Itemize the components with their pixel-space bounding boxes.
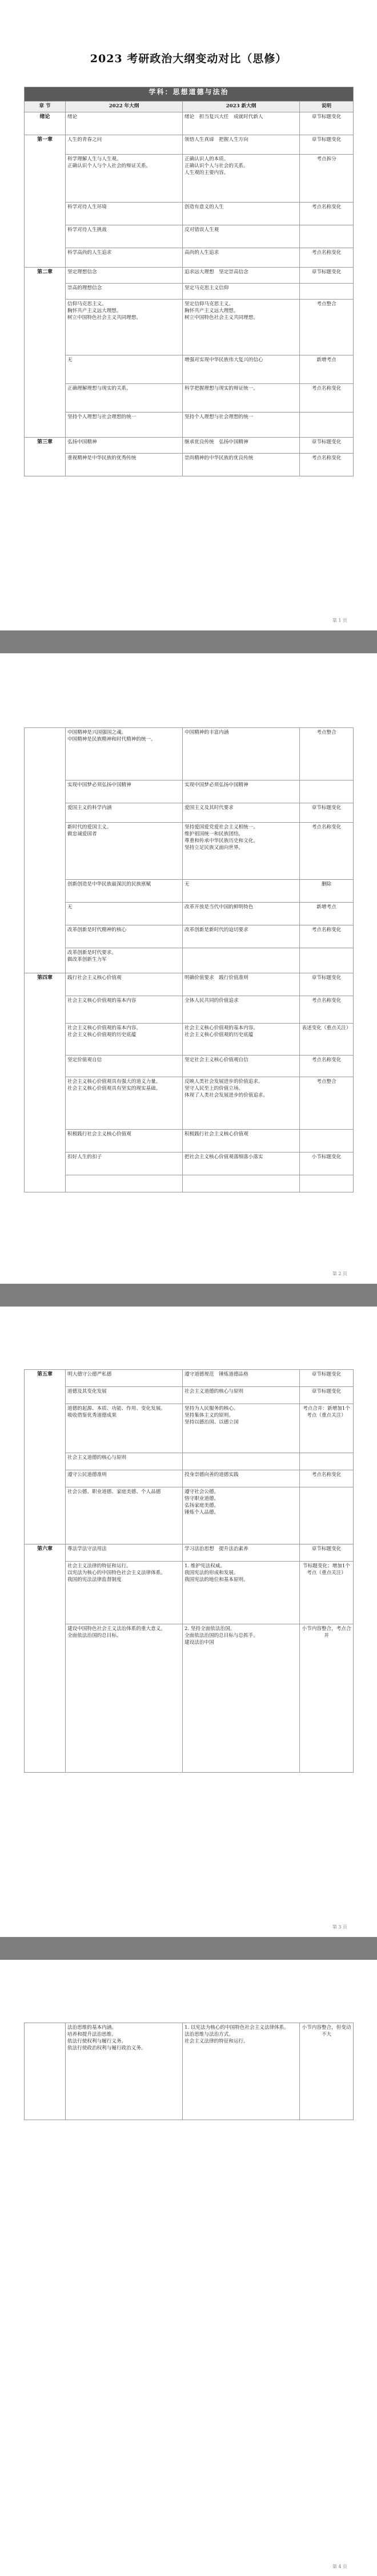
column-header-new: 2023 新大纲	[183, 102, 300, 112]
table-row	[25, 112, 354, 135]
table-row	[25, 996, 354, 1024]
old-cell: 社会公德、职业道德、家庭美德、个人品德	[66, 1487, 183, 1544]
old-cell: 改革创新是时代要求。 做改革创新生力军	[66, 948, 183, 973]
new-cell	[183, 948, 300, 973]
table-row	[25, 454, 354, 476]
old-cell: 信仰马克思主义。 胸怀共产主义远大理想。 树立中国特色社会主义共同理想。	[66, 300, 183, 355]
old-cell: 扣好人生的扣子	[66, 1152, 183, 1175]
note-cell: 考点名称变化	[300, 248, 354, 268]
old-cell: 爱国主义的科学内涵	[66, 803, 183, 823]
note-cell: 表述变化（重点关注）	[300, 1024, 354, 1056]
table-row	[25, 1024, 354, 1056]
note-cell	[300, 284, 354, 300]
document-page-1	[0, 0, 377, 630]
new-cell: 无	[183, 880, 300, 903]
note-cell: 节标题变化；增加1个考点（重点关注）	[300, 1562, 354, 1624]
table-row	[25, 248, 354, 268]
note-cell: 新增考点	[300, 355, 354, 384]
new-cell: 2. 坚持全面依法治国。 全面依法治国的总目标与总抓手。 建设法治中国	[183, 1624, 300, 1773]
new-cell: 爱国主义及其时代要求	[183, 803, 300, 823]
new-cell: 投身崇德向善的道德实践	[183, 1470, 300, 1487]
column-header-chapter: 章 节	[25, 102, 66, 112]
old-cell: 中国精神是兴国强国之魂。 中国精神是民族精神和时代精神的统一。	[66, 728, 183, 781]
table-row	[25, 155, 354, 203]
table-row	[25, 1130, 354, 1152]
note-cell: 考点整合	[300, 728, 354, 781]
note-cell: 考点拆分	[300, 155, 354, 203]
new-cell: 正确认识人的本质。 正确认识个人与社会的关系。 人生观的主要内容。	[183, 155, 300, 203]
note-cell: 章节标题变化	[300, 438, 354, 454]
table-row	[25, 268, 354, 284]
old-cell: 无	[66, 355, 183, 384]
new-cell: 崇尚精神的中华民族的优良传统	[183, 454, 300, 476]
old-cell: 坚定价值观自信	[66, 1056, 183, 1077]
new-cell: 追求远大理想 坚定崇高信念	[183, 268, 300, 284]
new-cell: 积极践行社会主义核心价值观	[183, 1130, 300, 1152]
document-page-3	[0, 1307, 377, 1937]
table-row	[25, 948, 354, 973]
note-cell	[300, 413, 354, 438]
new-cell: 改革开放是当代中国的鲜明特色	[183, 903, 300, 925]
new-cell: 科学把握理想与现实的辩证统一。	[183, 384, 300, 413]
table-row	[25, 1562, 354, 1624]
new-cell: 创造有意义的人生	[183, 203, 300, 225]
column-header-note: 说明	[300, 102, 354, 112]
chapter-cell: 第三章	[25, 438, 66, 476]
old-cell: 崇高的理想信念	[66, 284, 183, 300]
comparison-table	[24, 1369, 354, 1773]
old-cell: 绪论	[66, 112, 183, 135]
old-cell: 新时代的爱国主义。 做忠诚爱国者	[66, 823, 183, 880]
note-cell: 考点名称变化	[300, 203, 354, 225]
old-cell	[66, 1175, 183, 1192]
table-row	[25, 355, 354, 384]
table-row	[25, 135, 354, 155]
old-cell: 社会主义法律的特征和运行。 以宪法为核心的中国特色社会主义法律体系。 我国的宪法法律监督制度	[66, 1562, 183, 1624]
old-cell: 正确理解理想与现实的关系。	[66, 384, 183, 413]
table-row	[25, 781, 354, 803]
new-cell: 继承优良传统 弘扬中国精神	[183, 438, 300, 454]
page-number: 第 3 页	[332, 1924, 347, 1930]
old-cell: 人生的青春之问	[66, 135, 183, 155]
new-cell: 社会主义道德的核心与原则	[183, 1387, 300, 1404]
note-cell: 考点名称变化	[300, 996, 354, 1024]
table-row	[25, 203, 354, 225]
old-cell: 建设中国特色社会主义法治体系的重大意义。 全面依法治国的总目标。	[66, 1624, 183, 1773]
chapter-cell: 第二章	[25, 268, 66, 438]
new-cell: 增强对实现中华民族伟大复兴的信心	[183, 355, 300, 384]
old-cell: 社会主义核心价值观的基本内容。 社会主义核心价值观的历史底蕴	[66, 1024, 183, 1056]
table-row	[25, 300, 354, 355]
note-cell: 考点名称变化	[300, 1056, 354, 1077]
table-row	[25, 903, 354, 925]
new-cell: 坚定信仰马克思主义。 胸怀共产主义远大理想。 树立中国特色社会主义共同理想。	[183, 300, 300, 355]
note-cell: 考点名称变化	[300, 384, 354, 413]
new-cell: 反映人类社会发展进步的价值追求。 坚守人民至上的价值立场。 体现了人类社会发展进步的价值追求。	[183, 1077, 300, 1130]
document-page-2	[0, 653, 377, 1284]
subject-header: 学科：思想道德与法治	[25, 87, 354, 102]
old-cell: 实现中国梦必须弘扬中国精神	[66, 781, 183, 803]
new-cell: 改革创新是新时代的迫切要求	[183, 925, 300, 948]
table-row	[25, 1152, 354, 1175]
document-page-4	[0, 1960, 377, 2576]
old-cell: 科学对待人生挑战	[66, 225, 183, 248]
new-cell: 明确价值要求 践行价值准则	[183, 973, 300, 996]
note-cell: 章节标题变化	[300, 112, 354, 135]
new-cell: 坚持为人民服务的核心。 坚持集体主义的原则。 坚持以德治国、以德立国	[183, 1404, 300, 1453]
new-cell: 遵守道德规范 锤炼道德品格	[183, 1370, 300, 1387]
old-cell: 改革创新是时代精神的核心	[66, 925, 183, 948]
new-cell: 1. 以宪法为核心的中国特色社会主义法律体系。 法治思维与法治方式。 社会主义法律的特征和运行。	[183, 2023, 300, 2120]
new-cell: 社会主义核心价值观的基本内容。 社会主义核心价值观的历史底蕴	[183, 1024, 300, 1056]
chapter-cell	[25, 728, 66, 973]
new-cell: 把社会主义核心价值观落细落小落实	[183, 1152, 300, 1175]
old-cell: 创新创造是中华民族最深沉的民族禀赋	[66, 880, 183, 903]
new-cell: 1. 维护宪法权威。 我国宪法的形成和发展。 我国宪法的地位和基本原则。	[183, 1562, 300, 1624]
table-row	[25, 728, 354, 781]
old-cell: 无	[66, 903, 183, 925]
table-row	[25, 823, 354, 880]
note-cell: 新增考点	[300, 903, 354, 925]
note-cell	[300, 1453, 354, 1470]
table-row	[25, 803, 354, 823]
old-cell: 科学对待人生环境	[66, 203, 183, 225]
old-cell: 科学高尚的人生追求	[66, 248, 183, 268]
page-number: 第 2 页	[332, 1271, 347, 1276]
new-cell: 绪论 担当复兴大任 成就时代新人	[183, 112, 300, 135]
old-cell: 道德及其变化发展	[66, 1387, 183, 1404]
table-row	[25, 1544, 354, 1562]
note-cell: 小节内容整合，但变动不大	[300, 2023, 354, 2120]
note-cell	[300, 781, 354, 803]
table-row	[25, 225, 354, 248]
new-cell: 坚定马克思主义信仰	[183, 284, 300, 300]
old-cell: 重视精神是中华民族的优秀传统	[66, 454, 183, 476]
table-row	[25, 438, 354, 454]
note-cell: 考点整合	[300, 300, 354, 355]
new-cell: 中国精神的丰富内涵	[183, 728, 300, 781]
old-cell: 社会主义核心价值观具有强大的道义力量。 社会主义核心价值观具有坚实的现实基础。	[66, 1077, 183, 1130]
comparison-table	[24, 727, 354, 1192]
note-cell: 考点名称变化	[300, 1470, 354, 1487]
note-cell: 章节标题变化	[300, 803, 354, 823]
table-row	[25, 1624, 354, 1773]
new-cell: 全体人民共同的价值追求	[183, 996, 300, 1024]
chapter-cell: 第六章	[25, 1544, 66, 1773]
note-cell: 章节标题变化	[300, 268, 354, 284]
note-cell: 删除	[300, 880, 354, 903]
old-cell: 尊法学法守法用法	[66, 1544, 183, 1562]
old-cell: 科学理解人生与人生观。 正确认识个人与个人社会的辩证关系。	[66, 155, 183, 203]
note-cell	[300, 1487, 354, 1544]
note-cell: 考点整合	[300, 1077, 354, 1130]
new-cell: 坚持爱国爱党爱社会主义相统一。 维护祖国统一和民族团结。 尊重和传承中华民族历史和文化。 坚持立足民族又面向世界。	[183, 823, 300, 880]
new-cell	[183, 1453, 300, 1470]
old-cell: 坚定理想信念	[66, 268, 183, 284]
old-cell: 积极践行社会主义核心价值观	[66, 1130, 183, 1152]
note-cell: 章节标题变化	[300, 1370, 354, 1387]
column-header-old: 2022 年大纲	[66, 102, 183, 112]
table-row	[25, 925, 354, 948]
table-row	[25, 1453, 354, 1470]
table-row	[25, 1056, 354, 1077]
note-cell	[300, 225, 354, 248]
new-cell: 领悟人生真谛 把握人生方向	[183, 135, 300, 155]
table-row	[25, 1404, 354, 1453]
note-cell: 章节标题变化	[300, 1544, 354, 1562]
old-cell: 社会主义核心价值观的基本内容	[66, 996, 183, 1024]
note-cell: 小节标题变化	[300, 1152, 354, 1175]
table-row	[25, 284, 354, 300]
old-cell: 遵守公民道德准则	[66, 1470, 183, 1487]
new-cell: 反对错误人生观	[183, 225, 300, 248]
new-cell	[183, 1175, 300, 1192]
old-cell: 法治思维的基本内涵。 培养和提升法治思维。 依法行使权利与履行义务。 依法行使政治权利与履行政治义务。	[66, 2023, 183, 2120]
document-title: 2023 考研政治大纲变动对比（思修）	[90, 52, 287, 65]
chapter-cell: 第五章	[25, 1370, 66, 1544]
chapter-cell	[25, 2023, 66, 2120]
new-cell: 实现中国梦必须弘扬中国精神	[183, 781, 300, 803]
comparison-table	[24, 2023, 354, 2120]
table-row	[25, 1487, 354, 1544]
note-cell: 考点名称变化	[300, 823, 354, 880]
page-number: 第 4 页	[332, 2564, 347, 2569]
table-row	[25, 1387, 354, 1404]
note-cell: 考点名称变化	[300, 925, 354, 948]
page-number: 第 1 页	[332, 618, 347, 623]
table-row	[25, 2023, 354, 2120]
chapter-cell: 第一章	[25, 135, 66, 268]
table-row	[25, 413, 354, 438]
table-row	[25, 973, 354, 996]
table-row	[25, 1470, 354, 1487]
old-cell: 明大德守公德严私德	[66, 1370, 183, 1387]
new-cell: 坚定社会主义核心价值观自信	[183, 1056, 300, 1077]
note-cell: 章节标题变化	[300, 973, 354, 996]
old-cell: 践行社会主义核心价值观	[66, 973, 183, 996]
new-cell: 高尚的人生追求	[183, 248, 300, 268]
old-cell: 坚持个人理想与社会理想的统一	[66, 413, 183, 438]
table-row	[25, 880, 354, 903]
comparison-table	[24, 87, 354, 476]
old-cell: 社会主义道德的核心与原则	[66, 1453, 183, 1470]
table-row	[25, 1370, 354, 1387]
note-cell	[300, 1175, 354, 1192]
note-cell	[300, 948, 354, 973]
table-row	[25, 1077, 354, 1130]
chapter-cell: 第四章	[25, 973, 66, 1192]
table-row	[25, 1175, 354, 1192]
chapter-cell: 绪论	[25, 112, 66, 135]
note-cell: 章节标题变化	[300, 1387, 354, 1404]
note-cell	[300, 1130, 354, 1152]
new-cell: 学习法治思想 提升法治素养	[183, 1544, 300, 1562]
old-cell: 弘扬中国精神	[66, 438, 183, 454]
note-cell: 章节标题变化	[300, 135, 354, 155]
note-cell: 考点名称变化	[300, 454, 354, 476]
new-cell: 坚持个人理想与社会理想的统一	[183, 413, 300, 438]
table-row	[25, 384, 354, 413]
note-cell: 小节内容整合，考点合并	[300, 1624, 354, 1773]
old-cell: 道德的起源、本质、功能、作用、变化发展。 吸收借鉴优秀道德成果	[66, 1404, 183, 1453]
note-cell: 考点合并：新增加1个考点（重点关注）	[300, 1404, 354, 1453]
new-cell: 遵守社会公德。 恪守职业道德。 弘扬家庭美德。 锤炼个人品德。	[183, 1487, 300, 1544]
